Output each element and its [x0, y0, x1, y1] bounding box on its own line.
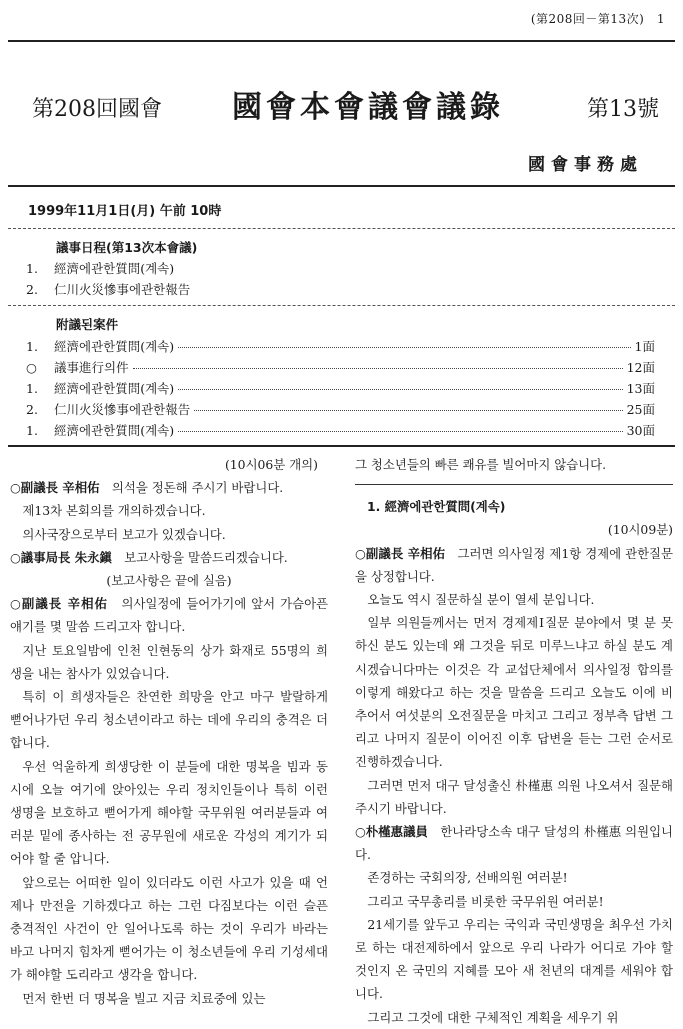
paragraph: 그러면 먼저 대구 달성출신 朴槿惠 의원 나오셔서 질문해 주시기 바랍니다. [355, 777, 673, 816]
paragraph: 제13차 본회의를 개의하겠습니다. [22, 503, 206, 519]
session-date: 1999年11月1日(月) 午前 10時 [28, 204, 222, 219]
masthead [10, 80, 663, 130]
paragraph: 존경하는 국회의장, 선배의원 여러분! [367, 870, 568, 886]
agenda-item: 2. 仁川火災慘事에관한報告 [26, 282, 191, 297]
top-rule [8, 40, 675, 42]
paragraph: 앞으로는 어떠한 일이 있더라도 이런 사고가 있을 때 언제나 만전을 기하겠다고 하는 그런 다짐보다는 이런 슬픈 충격적인 사건이 안 일어나도록 하는 것이 우리가 바라는 바고 나머지 힘차게 뻗어가는 이 청소년들에 우리 기성세대가 해야할 도리라고 생각을 합니다. [10, 874, 328, 983]
speech: ○議事局長 朱永鎭 보고사항을 말씀드리겠습니다. [10, 549, 288, 565]
contents-rule [8, 445, 675, 447]
paragraph: 지난 토요일밤에 인천 인현동의 상가 화재로 55명의 희생을 내는 참사가 있었습니다. [10, 642, 328, 681]
paragraph: 일부 의원들께서는 먼저 경제제Ⅰ질문 분야에서 몇 분 못하신 분도 있는데 왜 그것을 뒤로 미루느냐고 하실 분도 계시겠습니다마는 이것은 각 교섭단체에서 의사일정 합의를 이렇게 해왔다고 하는 것을 말씀을 드리고 오늘도 이에 비추어서 여섯분의 오전질문을 마치고 그리고 정부측 답변 그리고 나머지 질문이 이어진 이후 답변을 듣는 그런 순서로 진행하겠습니다. [355, 615, 673, 770]
referred-item: 2. 仁川火災慘事에관한報告 25面 [26, 402, 655, 417]
speech: ○副議長 辛相佑 의사일정에 들어가기에 앞서 가슴아픈 얘기를 몇 말씀 드리고자 합니다. [10, 596, 329, 635]
referred-item: 1. 經濟에관한質問(계속) 13面 [26, 381, 655, 396]
paragraph: 21세기를 앞두고 우리는 국익과 국민생명을 최우선 가치로 하는 대전제하에서 앞으로 우리 나라가 어디로 가야 할 것인지 온 국민의 지혜를 모아 새 천년의 대계를 세워야 합니다. [355, 916, 673, 1002]
paragraph: 특히 이 희생자들은 찬연한 희망을 안고 마구 발랄하게 뻗어나가던 우리 청소년이라고 하는 데에 우리의 충격은 더합니다. [10, 689, 328, 751]
date-rule [8, 228, 675, 229]
paragraph: 오늘도 역시 질문하실 분이 열세 분입니다. [367, 592, 595, 608]
paragraph: 그리고 국무총리를 비롯한 국무위원 여러분! [367, 893, 604, 909]
paragraph: 그리고 그것에 대한 구체적인 계획을 세우기 위 [367, 1009, 619, 1025]
left-column [10, 453, 328, 1010]
paragraph: 우선 억울하게 희생당한 이 분들에 대한 명복을 빔과 동시에 오늘 여기에 앉아있는 우리 정치인들이나 특히 이런 생명을 보호하고 뻗어가게 해야할 국무위원 여러분들과 여러분 밑에 종사하는 전 공무원에 새로운 각성의 계기가 되어야 할 줄 압니다. [10, 758, 328, 867]
publisher-office: 國會事務處 [528, 155, 643, 175]
right-column [355, 453, 673, 1029]
referred-item: 1. 經濟에관한質問(계속) 1面 [26, 339, 655, 354]
speech: ○朴槿惠議員 한나라당소속 대구 달성의 朴槿惠 의원입니다. [355, 824, 674, 863]
issue-number: 第13號 [587, 97, 659, 122]
section-rule [355, 484, 673, 485]
agenda-heading: 議事日程(第13次本會議) [56, 240, 198, 255]
referred-heading: 附議된案件 [56, 317, 119, 332]
referred-item: 1. 經濟에관한質問(계속) 30面 [26, 423, 655, 438]
masthead-rule [8, 185, 675, 187]
paragraph: 그 청소년들의 빠른 쾌유를 빌어마지 않습니다. [355, 457, 607, 472]
referred-item: ○ 議事進行의件 12面 [26, 360, 655, 375]
paragraph: 의사국장으로부터 보고가 있겠습니다. [22, 526, 226, 542]
paragraph: 먼저 한번 더 명복을 빌고 지금 치료중에 있는 [22, 990, 266, 1006]
journal-title: 國會本會議會議錄 [232, 90, 504, 125]
agenda-item-heading: 1. 經濟에관한質問(계속) [367, 499, 506, 515]
page-reference: (第208回－第13次) 1 [530, 12, 665, 26]
note: (보고사항은 끝에 실음) [106, 573, 232, 589]
time-stamp: (10시09분) [607, 522, 673, 538]
speech: ○副議長 辛相佑 의석을 정돈해 주시기 바랍니다. [10, 480, 284, 496]
time-stamp: (10시06분 개의) [224, 457, 318, 472]
speech: ○副議長 辛相佑 그러면 의사일정 제1항 경제에 관한질문을 상정합니다. [355, 545, 673, 584]
agenda-item: 1. 經濟에관한質問(계속) [26, 261, 175, 276]
session-label: 第208回國會 [32, 97, 162, 122]
agenda-rule [8, 305, 675, 306]
